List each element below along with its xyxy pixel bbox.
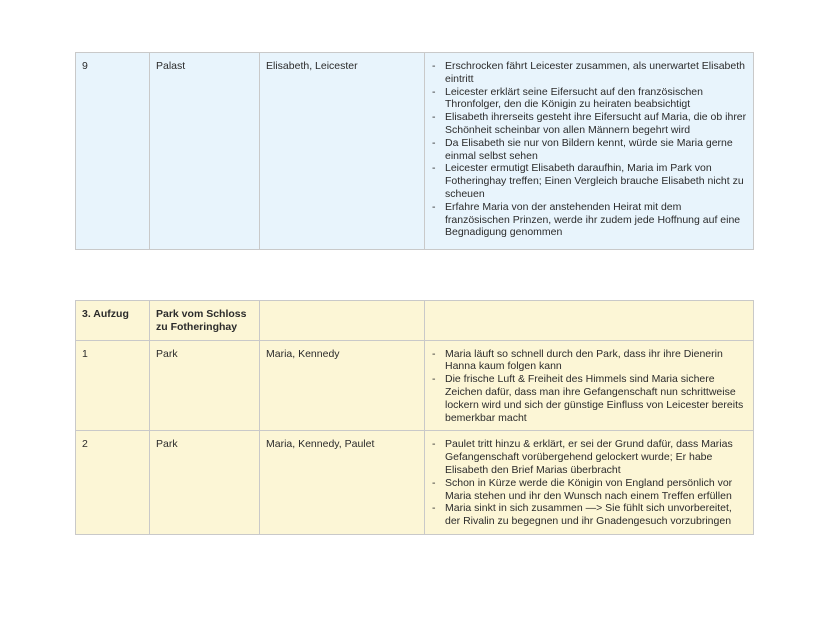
scene-content [425, 431, 754, 535]
table-header-row [76, 301, 754, 341]
empty-cell [260, 301, 425, 341]
list-item: - Schon in Kürze werde die Königin von England persönlich vor Maria stehen und ihr den Wunsch nach einem Treffen erfüllen [445, 477, 748, 503]
scene-table-act2 [75, 52, 754, 250]
scene-place: Park [150, 431, 260, 535]
act-title: 3. Aufzug [76, 301, 150, 341]
scene-content [425, 53, 754, 250]
list-item: - Da Elisabeth sie nur von Bildern kennt, würde sie Maria gerne einmal selbst sehen [445, 137, 748, 163]
scene-place: Park [150, 340, 260, 431]
scene-persons: Maria, Kennedy, Paulet [260, 431, 425, 535]
table-row [76, 431, 754, 535]
list-item: - Maria sinkt in sich zusammen —> Sie fühlt sich unvorbereitet, der Rivalin zu begegnen und ihr Gnadengesuch vorzubringen [445, 502, 748, 528]
scene-persons: Elisabeth, Leicester [260, 53, 425, 250]
scene-persons: Maria, Kennedy [260, 340, 425, 431]
list-item: - Leicester erklärt seine Eifersucht auf den französischen Thronfolger, den die Königin zu heiraten beabsichtigt [445, 86, 748, 112]
scene-number: 1 [76, 340, 150, 431]
list-item: - Paulet tritt hinzu & erklärt, er sei der Grund dafür, dass Marias Gefangenschaft vorübergehend gelockert wurde; Er habe Elisabeth den Brief Marias überbracht [445, 438, 748, 476]
bullet-list [431, 348, 748, 425]
scene-number: 2 [76, 431, 150, 535]
list-item: - Leicester ermutigt Elisabeth daraufhin, Maria im Park von Fotheringhay treffen; Einen Vergleich brauche Elisabeth nicht zu scheuen [445, 162, 748, 200]
list-item: - Elisabeth ihrerseits gesteht ihre Eifersucht auf Maria, die ob ihrer Schönheit scheinbar von allen Männern begehrt wird [445, 111, 748, 137]
list-item: - Die frische Luft & Freiheit des Himmels sind Maria sichere Zeichen dafür, dass man ihre Gefangenschaft nun schrittweise lockern wird und sich der günstige Einfluss von Leicester bereits bemerkbar macht [445, 373, 748, 424]
table-row [76, 340, 754, 431]
table-row [76, 53, 754, 250]
list-item: - Erschrocken fährt Leicester zusammen, als unerwartet Elisabeth eintritt [445, 60, 748, 86]
scene-place: Palast [150, 53, 260, 250]
act-location: Park vom Schloss zu Fotheringhay [150, 301, 260, 341]
empty-cell [425, 301, 754, 341]
scene-table-act3 [75, 300, 754, 535]
list-item: - Erfahre Maria von der anstehenden Heirat mit dem französischen Prinzen, werde ihr zudem jede Hoffnung auf eine Begnadigung genommen [445, 201, 748, 239]
scene-number: 9 [76, 53, 150, 250]
list-item: - Maria läuft so schnell durch den Park, dass ihr ihre Dienerin Hanna kaum folgen kann [445, 348, 748, 374]
bullet-list [431, 60, 748, 239]
bullet-list [431, 438, 748, 528]
scene-content [425, 340, 754, 431]
